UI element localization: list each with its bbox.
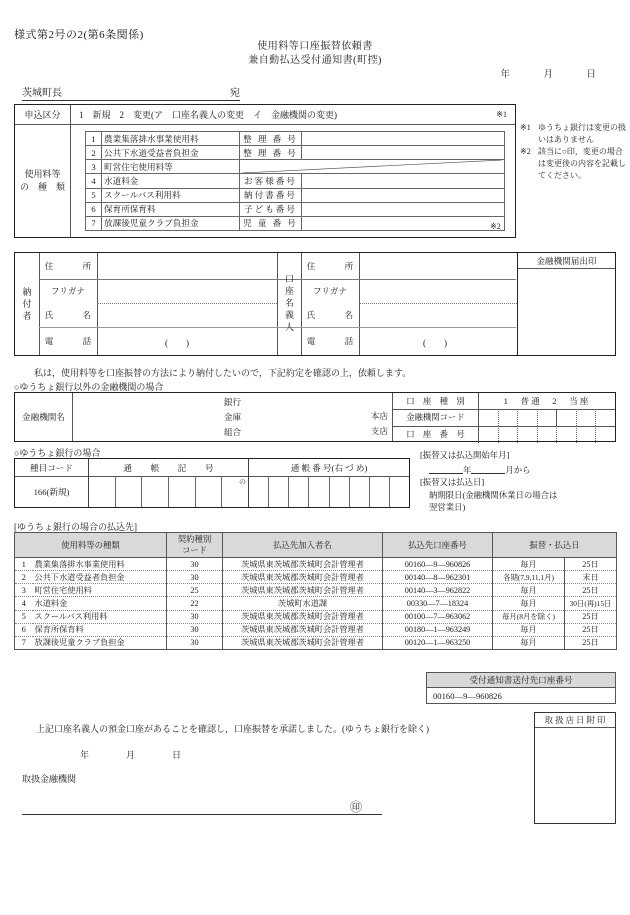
payer-address-input[interactable]: [98, 254, 276, 279]
table-row: [15, 571, 617, 584]
yucho-passbook-box: [14, 458, 410, 508]
payee-row-payee: 茨城県東茨城郡茨城町会計管理者: [223, 623, 383, 636]
payer-label-char3: 者: [22, 311, 32, 321]
payee-row-code: 30: [167, 571, 223, 584]
cell: [370, 476, 390, 507]
yucho-code-col: [15, 459, 89, 507]
payer-furigana-label: フリガナ: [51, 286, 85, 296]
cell: [289, 476, 309, 507]
payee-row-no: 6: [15, 623, 33, 636]
payee-row-payee: 茨城県東茨城郡茨城町会計管理者: [223, 584, 383, 597]
payee-row-day: 25日: [565, 558, 617, 571]
cell-with-no-mark: [222, 476, 248, 507]
cell: [309, 476, 329, 507]
payee-row-code: 22: [167, 597, 223, 610]
payee-row-cycle: 毎月: [493, 597, 565, 610]
yucho-heading: ○ゆうちょ銀行の場合: [14, 448, 101, 458]
cell: [390, 476, 409, 507]
fee-type-label-line2: の 種 類: [19, 182, 65, 192]
payee-row-day: 30日(再)15日: [565, 597, 617, 610]
payee-row-code: 30: [167, 636, 223, 649]
account-detail-group: [393, 393, 615, 441]
fee-row-id-label: 児 童 番 号: [240, 216, 302, 230]
payee-row-type: 町営住宅使用料: [33, 584, 167, 597]
application-box: [14, 104, 516, 238]
branch-date-stamp-label: 取 扱 店 日 附 印: [535, 713, 615, 728]
start-month-suffix: 月から: [505, 465, 531, 475]
receipt-destination-value: 00160—9—960826: [433, 690, 502, 701]
bank-kind-0[interactable]: 銀行: [223, 396, 242, 407]
payee-row-cycle: 毎月: [493, 636, 565, 649]
payee-table-wrap: [14, 532, 616, 650]
declaration-text: 私は，使用料等を口座振替の方法により納付したいので，下記約定を確認の上，依頼します。: [34, 368, 412, 378]
table-row: [86, 132, 505, 146]
fee-row-id-label: お客様番号: [240, 174, 302, 188]
fee-type-table: [85, 131, 505, 231]
payee-row-code: 30: [167, 558, 223, 571]
table-row: [86, 216, 505, 230]
account-number-input[interactable]: [479, 426, 615, 443]
fee-row-input[interactable]: [302, 174, 505, 188]
start-year-suffix: 年: [463, 465, 472, 475]
col-header-code: [167, 533, 223, 558]
passbook-number-label: 通 帳 番 号(右 づ め): [290, 462, 368, 473]
fee-row-no: 6: [86, 202, 102, 216]
holder-phone-label: 電 話: [306, 336, 358, 346]
note-item: [520, 122, 626, 146]
fee-row-id-label: 整 理 番 号: [240, 132, 302, 146]
fee-row-input[interactable]: [302, 188, 505, 202]
notes-block: [520, 122, 626, 182]
fee-row-no: 1: [86, 132, 102, 146]
addressee-line: [22, 84, 240, 101]
table-row: [86, 146, 505, 160]
yucho-code-label: 種目コード: [30, 462, 73, 473]
cell: [330, 476, 350, 507]
receipt-destination-box: [426, 672, 616, 704]
confirmation-date-line[interactable]: 年 月 日: [80, 750, 196, 760]
payee-row-type: 公共下水道受益者負担金: [33, 571, 167, 584]
payee-row-account: 00140—8—962301: [383, 571, 493, 584]
fee-row-input[interactable]: [302, 216, 505, 230]
yucho-code-value: 166(新規): [33, 486, 70, 497]
col-header-payee: 払込先加入者名: [223, 533, 383, 558]
fee-row-name: 保育所保育料: [102, 202, 240, 216]
passbook-number-input[interactable]: [249, 476, 409, 507]
table-row: [15, 623, 617, 636]
fee-row-no: 2: [86, 146, 102, 160]
bank-info-box: [14, 392, 616, 442]
fee-row-name: スクールバス利用料: [102, 188, 240, 202]
payee-table: [14, 532, 617, 650]
table-row: [15, 636, 617, 649]
payer-name-label: 氏 名: [44, 310, 96, 320]
pay-day-heading: [振替又は払込日]: [420, 478, 485, 487]
bank-seal-label: 金融機関届出印: [536, 255, 597, 266]
note-mark: ※2: [520, 147, 531, 156]
fee-row-id-label: 整 理 番 号: [240, 146, 302, 160]
payee-row-type: スクールバス利用料: [33, 610, 167, 623]
fee-row-no: 7: [86, 216, 102, 230]
fee-row-name: 水道料金: [102, 174, 240, 188]
payee-row-day: 25日: [565, 623, 617, 636]
table-row: [15, 584, 617, 597]
start-year-blank[interactable]: [429, 463, 463, 474]
payee-row-day: 25日: [565, 584, 617, 597]
payer-address-label: 住 所: [44, 261, 96, 271]
transfer-start-value[interactable]: [420, 463, 620, 478]
symbol-no-mark: の: [239, 478, 247, 486]
payee-row-cycle: 毎月: [493, 584, 565, 597]
cell: [350, 476, 370, 507]
holder-furigana-input[interactable]: [360, 280, 516, 302]
passbook-symbol-input[interactable]: [89, 476, 248, 507]
payee-row-no: 7: [15, 636, 33, 649]
mark-1-ref: ※1: [496, 110, 507, 119]
payee-row-payee: 茨城県東茨城郡茨城町会計管理者: [223, 558, 383, 571]
payee-row-day: 末日: [565, 571, 617, 584]
col-header-code-l2: コード: [181, 546, 208, 555]
cell: [196, 476, 223, 507]
branch-head-option[interactable]: 本店: [370, 411, 388, 421]
payee-row-account: 00120—1—963250: [383, 636, 493, 649]
fee-row-id-label: 子ども番号: [240, 202, 302, 216]
start-month-blank[interactable]: [471, 463, 505, 474]
diagonal-strike-icon: [242, 160, 502, 173]
payee-row-cycle: 各期(7,9,11,1月): [493, 571, 565, 584]
passbook-number-col: [249, 459, 409, 507]
fee-row-input[interactable]: [302, 146, 505, 160]
col-header-account: 払込先口座番号: [383, 533, 493, 558]
cell: [169, 476, 196, 507]
document-title-line1: 使用料等口座振替依頼書: [257, 41, 373, 52]
cell: [116, 476, 143, 507]
application-category-value: 1 新規 2 変更(ア 口座名義人の変更 イ 金融機関の変更): [79, 110, 337, 120]
col-header-type: 使用料等の種類: [15, 533, 167, 558]
addressee-suffix: 宛: [230, 88, 240, 99]
fee-type-label-line1: 使用料等: [24, 169, 61, 179]
fee-row-name: 町営住宅使用料等: [102, 160, 240, 174]
cell: [269, 476, 289, 507]
table-row: [15, 597, 617, 610]
application-category-label: 申込区分: [15, 105, 71, 124]
payee-row-payee: 茨城県東茨城郡茨城町会計管理者: [223, 636, 383, 649]
payer-phone-input[interactable]: ( ): [165, 338, 189, 348]
bank-kind-2[interactable]: 組合: [223, 426, 242, 437]
receipt-destination-label: 受付通知書送付先口座番号: [427, 673, 615, 688]
payee-row-day: 25日: [565, 636, 617, 649]
payee-row-account: 00100—7—963062: [383, 610, 493, 623]
table-row: [15, 558, 617, 571]
payee-row-no: 4: [15, 597, 33, 610]
holder-address-input[interactable]: [360, 254, 516, 279]
branch-sub-option[interactable]: 支店: [370, 426, 388, 436]
payee-row-payee: 茨城町水道課: [223, 597, 383, 610]
fee-type-table-wrap: [71, 125, 515, 237]
payee-row-payee: 茨城県東茨城郡茨城町会計管理者: [223, 571, 383, 584]
header-date-line: 年 月 日: [500, 70, 608, 80]
fee-row-no: 3: [86, 160, 102, 174]
fee-row-input[interactable]: [302, 132, 505, 146]
passbook-symbol-col: [89, 459, 249, 507]
document-title: [0, 40, 630, 68]
non-yucho-heading: ○ゆうちょ銀行以外の金融機関の場合: [14, 382, 164, 392]
bank-code-input[interactable]: [479, 409, 615, 425]
payee-row-no: 2: [15, 571, 33, 584]
account-holder-label: [277, 253, 301, 355]
table-row: [15, 610, 617, 623]
holder-address-label: 住 所: [306, 261, 358, 271]
payer-phone-label: 電 話: [44, 336, 96, 346]
holder-name-input[interactable]: [360, 304, 516, 326]
note-item: [520, 146, 626, 182]
account-type-label: 口 座 種 別: [393, 393, 479, 409]
payee-row-cycle: 毎月: [493, 558, 565, 571]
cell: [249, 476, 269, 507]
col-header-code-l1: 契約種別: [177, 535, 212, 544]
payee-row-account: 00180—1—963249: [383, 623, 493, 636]
payee-row-account: 00160—9—960826: [383, 558, 493, 571]
handling-institution-label: 取扱金融機関: [22, 774, 77, 784]
payee-row-type: 保育所保育料: [33, 623, 167, 636]
transfer-start-info: [420, 450, 620, 515]
passbook-symbol-label: 通 帳 記 号: [123, 462, 219, 473]
payee-row-account: 00330—7—18324: [383, 597, 493, 610]
payee-row-payee: 茨城県東茨城郡茨城町会計管理者: [223, 610, 383, 623]
bank-code-label: 金融機関コード: [393, 409, 479, 425]
payee-row-account: 00140—3—962822: [383, 584, 493, 597]
bank-kind-1[interactable]: 金庫: [223, 411, 242, 422]
note-mark: ※1: [520, 123, 531, 132]
table-row: [86, 160, 505, 174]
application-category-row: [15, 105, 515, 125]
cell: [89, 476, 116, 507]
bank-name-label: 金融機関名: [15, 393, 73, 441]
payee-row-code: 25: [167, 584, 223, 597]
fee-row-name: 公共下水道受益者負担金: [102, 146, 240, 160]
col-header-paydate: 振替・払込日: [493, 533, 617, 558]
payer-label-char1: 納: [22, 287, 32, 297]
table-header-row: [15, 533, 617, 558]
payee-row-cycle: 毎月(8月を除く): [493, 610, 565, 623]
document-title-line2: 兼自動払込受付通知書(町控): [248, 55, 382, 66]
fee-row-id-label: 納付書番号: [240, 188, 302, 202]
note-text: ゆうちょ銀行は変更の扱いはありません: [538, 123, 626, 144]
payee-table-heading: [ゆうちょ銀行の場合の払込先]: [14, 522, 137, 532]
fee-type-label: [15, 125, 71, 237]
fee-row-name: 放課後児童クラブ負担金: [102, 216, 240, 230]
payee-row-no: 5: [15, 610, 33, 623]
fee-row-name: 農業集落排水事業使用料: [102, 132, 240, 146]
account-number-label: 口 座 番 号: [393, 426, 479, 443]
holder-name-label: 氏 名: [306, 310, 358, 320]
payee-row-cycle: 毎月: [493, 623, 565, 636]
confirmation-text: 上記口座名義人の預金口座があることを確認し，口座振替を承諾しました。(ゆうちょ銀行を除く): [36, 724, 429, 734]
mark-2-ref: ※2: [490, 222, 501, 231]
pay-day-text-line1: 納期限日(金融機関休業日の場合は: [429, 490, 558, 500]
cell: [142, 476, 169, 507]
payer-name-input[interactable]: [98, 304, 276, 326]
fee-row-no: 5: [86, 188, 102, 202]
payer-label: [15, 253, 39, 355]
account-type-options[interactable]: 1 普通 2 当座: [503, 396, 591, 407]
bank-name-field[interactable]: [73, 393, 393, 441]
parties-box: [14, 252, 616, 356]
note-text: 該当に○印，変更の場合は変更後の内容を記載してください。: [538, 147, 626, 180]
payer-label-char2: 付: [22, 299, 32, 309]
payee-row-code: 30: [167, 623, 223, 636]
payee-row-type: 水道料金: [33, 597, 167, 610]
payee-row-no: 3: [15, 584, 33, 597]
branch-date-stamp-box[interactable]: [534, 712, 616, 824]
account-holder-label-text: 口座名義人: [284, 274, 294, 334]
pay-day-text-line2: 翌営業日): [429, 503, 466, 512]
fee-row-struck-cell: [240, 160, 505, 174]
payee-row-type: 放課後児童クラブ負担金: [33, 636, 167, 649]
holder-furigana-label: フリガナ: [313, 286, 347, 296]
application-category-options[interactable]: [71, 105, 515, 124]
table-row: [86, 202, 505, 216]
seal-icon: ㊞: [350, 800, 363, 814]
fee-row-input[interactable]: [302, 202, 505, 216]
fee-row-no: 4: [86, 174, 102, 188]
payee-row-no: 1: [15, 558, 33, 571]
bank-kind-options: [73, 393, 392, 441]
table-row: [86, 174, 505, 188]
payee-row-type: 農業集落排水事業使用料: [33, 558, 167, 571]
form-number: 様式第2号の2(第6条関係): [14, 29, 144, 41]
addressee-name: 茨城町長: [22, 88, 62, 99]
bank-seal-box[interactable]: [518, 253, 615, 355]
signature-rule: [22, 814, 382, 815]
transfer-start-heading: [振替又は払込開始年月]: [420, 451, 510, 460]
holder-phone-input[interactable]: ( ): [423, 338, 447, 348]
payee-row-code: 30: [167, 610, 223, 623]
payer-furigana-input[interactable]: [98, 280, 276, 302]
table-row: [86, 188, 505, 202]
payee-row-day: 25日: [565, 610, 617, 623]
